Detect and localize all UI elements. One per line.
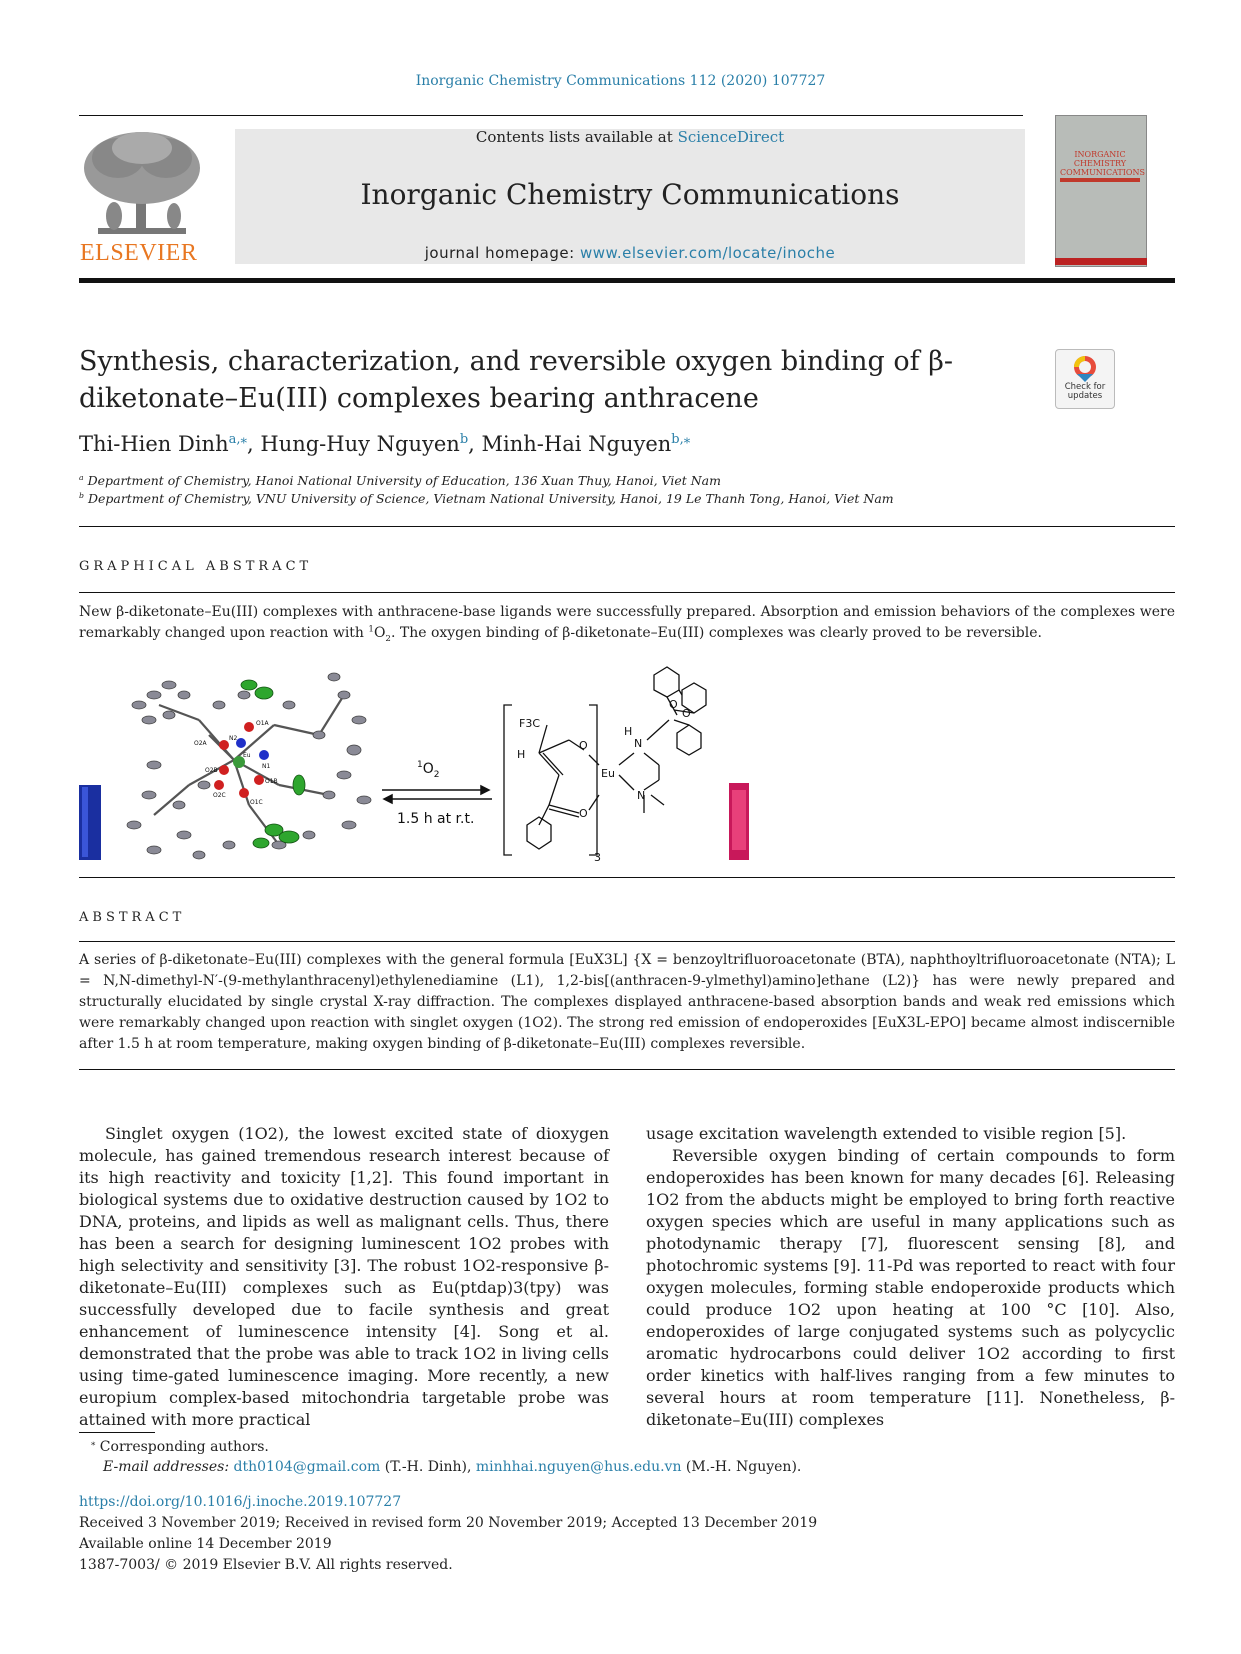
check-updates-label [1055, 383, 1115, 401]
email-link[interactable]: minhhai.nguyen@hus.edu.vn [475, 1459, 682, 1475]
o-label: O [682, 707, 691, 720]
body-paragraph: Reversible oxygen binding of certain compounds to form endoperoxides has been known for many decades [6]. Releasing 1O2 from the abducts might be employed to bring forth reactive oxygen species which are useful in many applications such as photodynamic therapy [7], fluorescent sensing [8], and photochromic systems [9]. 11-Pd was reported to react with four oxygen molecules, forming stable endoperoxide products which could produce 1O2 upon heating at 100 °C [10]. Also, endoperoxides of large conjugated systems such as polycyclic aromatic hydrocarbons could deliver 1O2 according to first order kinetics with half-lives ranging from a few minutes to several hours at room temperature [11]. Nonetheless, β-diketonate–Eu(III) complexes [646, 1146, 1175, 1429]
reaction-condition: 1.5 h at r.t. [397, 811, 475, 827]
affiliation-b [79, 491, 894, 506]
affiliation-a [79, 473, 721, 488]
journal-title: Inorganic Chemistry Communications [360, 178, 900, 211]
cover-accent-strip [1060, 178, 1140, 182]
author-marks[interactable]: b [459, 432, 469, 447]
contents-line [235, 128, 1025, 146]
atom-label: N1 [262, 763, 271, 770]
check-updates-line2: updates [1067, 391, 1103, 401]
corresponding-note [79, 1437, 801, 1457]
affiliation-text: Department of Chemistry, Hanoi National University of Education, 136 Xuan Thuy, Hanoi, Viet Nam [87, 473, 721, 488]
received-dates: Received 3 November 2019; Received in revised form 20 November 2019; Accepted 13 December 2019 [79, 1515, 818, 1531]
divider [79, 941, 1175, 942]
atom-label: O2B [205, 767, 218, 774]
graphical-abstract-heading: GRAPHICAL ABSTRACT [79, 559, 313, 574]
atom-label: N2 [229, 735, 238, 742]
h-label: H [517, 748, 526, 761]
available-online: Available online 14 December 2019 [79, 1536, 332, 1552]
email-owner: (M.-H. Nguyen). [685, 1459, 802, 1475]
reaction-arrows [382, 786, 492, 803]
author-name: Minh-Hai Nguyen [481, 432, 672, 456]
ga-text-part2: . The oxygen binding of β-diketonate–Eu(III) complexes was clearly proved to be reversible. [390, 625, 1042, 641]
article-title: Synthesis, characterization, and reversible oxygen binding of β-diketonate–Eu(III) complexes bearing anthracene [79, 346, 953, 414]
divider [79, 526, 1175, 527]
atom-label: Eu [243, 752, 251, 759]
journal-homepage-line [235, 244, 1025, 262]
cover-bottom-band [1055, 258, 1147, 265]
atom-label: O1B [265, 778, 278, 785]
article-meta [79, 1492, 817, 1576]
header-top-rule [79, 115, 1023, 116]
n-label: N [637, 789, 646, 802]
divider [79, 877, 1175, 878]
publisher-wordmark: ELSEVIER [80, 240, 198, 266]
reagent-label: $^1O_2$ [417, 760, 440, 780]
cover-journal-title: INORGANIC CHEMISTRY COMMUNICATIONS [1060, 150, 1145, 177]
ga-text-part1: New β-diketonate–Eu(III) complexes with anthracene-base ligands were successfully prepared. Absorption and emission behaviors of the complexes were remarkably changed upon reaction with [79, 604, 1175, 641]
atom-label: O1A [256, 720, 269, 727]
elsevier-tree-logo [78, 128, 206, 238]
n-label: N [634, 737, 643, 750]
email-owner: (T.-H. Dinh), [384, 1459, 472, 1475]
corresponding-text: Corresponding authors. [99, 1439, 269, 1455]
body-left-column: Singlet oxygen (1O2), the lowest excited state of dioxygen molecule, has gained tremendous research interest because of its high reactivity and toxicity [1,2]. This found important in biological systems due to oxidative destruction caused by 1O2 to DNA, proteins, and lipids as well as malignant cells. Thus, there has been a search for designing luminescent 1O2 probes with high selectivity and sensitivity [3]. The robust 1O2-responsive β-diketonate–Eu(III) complexes such as Eu(ptdap)3(tpy) was successfully developed due to facile synthesis and great enhancement of luminescence intensity [4]. Song et al. demonstrated that the probe was able to track 1O2 in living cells using time-gated luminescence imaging. More recently, a new europium complex-based mitochondria targetable probe was attained with more practical [79, 1124, 609, 1429]
abstract-heading: ABSTRACT [79, 910, 186, 925]
footnote-rule [79, 1432, 155, 1433]
doi-link[interactable]: https://doi.org/10.1016/j.inoche.2019.107727 [79, 1494, 402, 1510]
sciencedirect-link[interactable]: ScienceDirect [677, 128, 785, 146]
affiliation-mark: a [79, 472, 84, 482]
atom-label: O2C [213, 792, 226, 799]
atom-label: O1C [250, 799, 263, 806]
eu-label: Eu [601, 767, 615, 780]
affiliation-mark: b [79, 490, 84, 500]
body-paragraph: usage excitation wavelength extended to visible region [5]. [646, 1124, 1127, 1143]
o-label: O [579, 739, 588, 752]
check-updates-icon [1072, 354, 1098, 382]
journal-homepage-link[interactable]: www.elsevier.com/locate/inoche [579, 244, 836, 262]
hn-h-label: H [624, 725, 633, 738]
abstract-text: A series of β-diketonate–Eu(III) complexes with the general formula [EuX3L] {X = benzoyltrifluoroacetonate (BTA), naphthoyltrifluoroacetonate (NTA); L = N,N-dimethyl-N′-(9-methylanthracenyl)ethylenediamine (L1), 1,2-bis[(anthracen-9-ylmethyl)amino]ethane (L2)} has were newly prepared and structurally elucidated by single crystal X-ray diffraction. The complexes displayed anthracene-based absorption bands and weak red emissions which were remarkably changed upon reaction with singlet oxygen (1O2). The strong red emission of endoperoxides [EuX3L-EPO] became almost indiscernible after 1.5 h at room temperature, making oxygen binding of β-diketonate–Eu(III) complexes reversible. [79, 952, 1175, 1052]
graphical-abstract-figure [79, 665, 759, 865]
bracket-subscript: 3 [594, 851, 601, 864]
o-label: O [669, 698, 678, 711]
endoperoxide-scheme [504, 667, 706, 855]
email-line [79, 1457, 801, 1477]
journal-cover-image [1055, 115, 1147, 267]
atom-label: O2A [194, 740, 207, 747]
footnote-mark: ⁎ [91, 1438, 96, 1449]
author-name: Thi-Hien Dinh [79, 432, 229, 456]
copyright: 1387-7003/ © 2019 Elsevier B.V. All rights reserved. [79, 1557, 453, 1573]
crystal-structure-image [127, 673, 371, 859]
affiliation-text: Department of Chemistry, VNU University of Science, Vietnam National University, Hanoi, 19 Le Thanh Tong, Hanoi, Viet Nam [87, 491, 894, 506]
footnote [79, 1437, 801, 1477]
header-thick-rule [79, 278, 1175, 283]
author-list: Thi-Hien Dinh$^{a,⁎}$, Hung-Huy Nguyen$^b$, Minh-Hai Nguyen$^{b,⁎}$ [79, 432, 691, 456]
divider [79, 592, 1175, 593]
body-right-column [646, 1123, 1175, 1431]
author-marks[interactable]: b,⁎ [671, 432, 691, 447]
email-label: E-mail addresses: [103, 1459, 230, 1475]
contents-prefix: Contents lists available at [475, 128, 673, 146]
author-name: Hung-Huy Nguyen [260, 432, 460, 456]
email-link[interactable]: dth0104@gmail.com [233, 1459, 381, 1475]
homepage-prefix: journal homepage: [424, 244, 575, 262]
o-label: O [579, 807, 588, 820]
graphical-abstract-text: New β-diketonate–Eu(III) complexes with anthracene-base ligands were successfully prepared. Absorption and emission behaviors of the complexes were remarkably changed upon reaction with $^1O_2$. The oxygen binding of β-diketonate–Eu(III) complexes was clearly proved to be reversible. [79, 604, 1175, 644]
cf3-label: F3C [519, 717, 541, 730]
divider [79, 1069, 1175, 1070]
check-updates-line1: Check for [1064, 382, 1106, 392]
author-marks[interactable]: a,⁎ [228, 432, 248, 447]
journal-reference[interactable]: Inorganic Chemistry Communications 112 (2020) 107727 [415, 73, 826, 89]
